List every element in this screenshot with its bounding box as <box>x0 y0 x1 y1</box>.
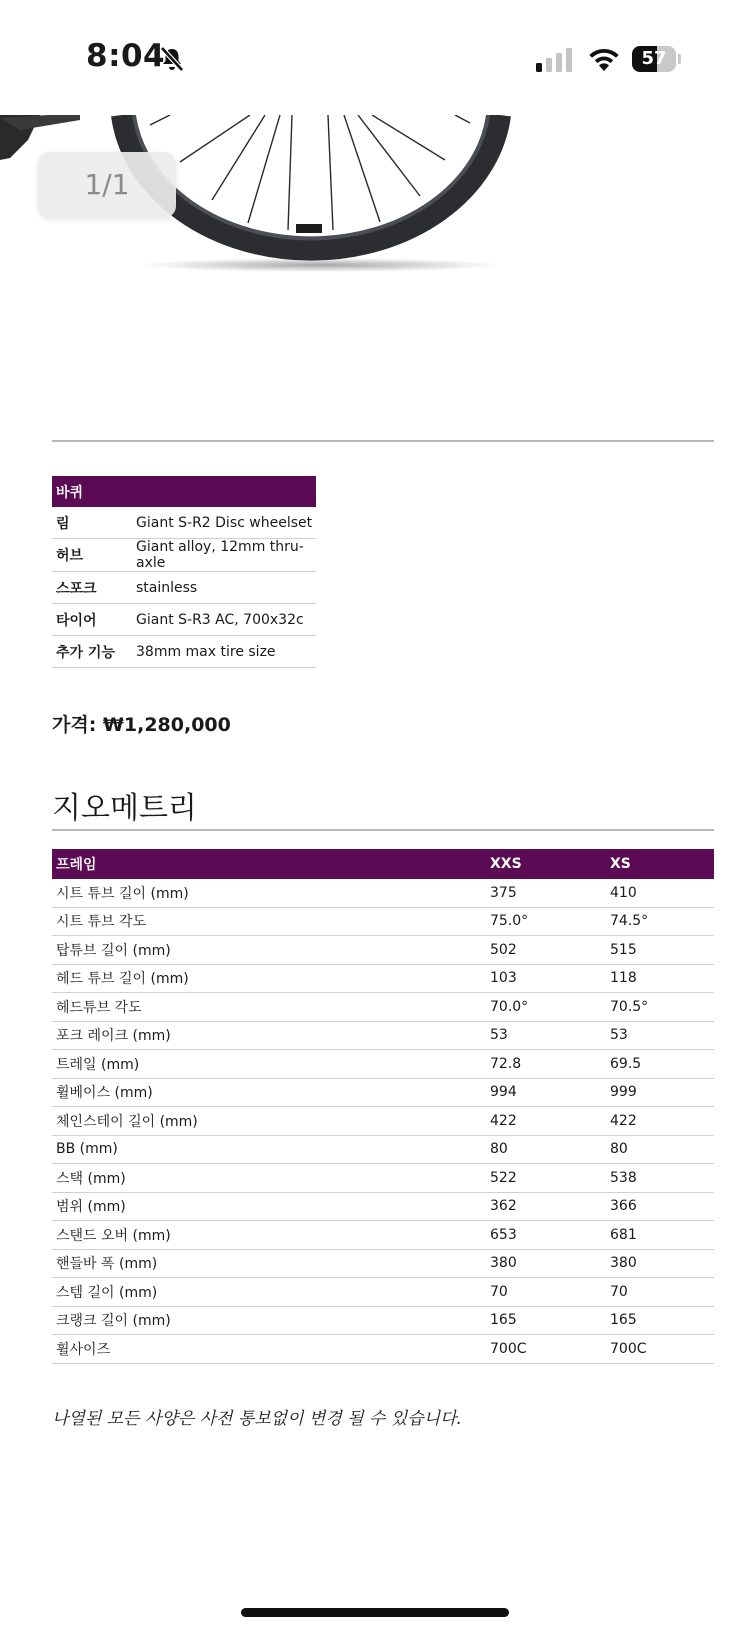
table-row <box>52 636 316 668</box>
table-row <box>52 1164 714 1193</box>
wifi-icon <box>588 47 620 75</box>
geometry-value-xs: 380 <box>606 1249 714 1278</box>
wheel-table-header: 바퀴 <box>52 476 316 507</box>
geometry-value-xs: 410 <box>606 879 714 907</box>
spec-value: stainless <box>132 572 316 604</box>
geometry-value-xxs: 375 <box>486 879 606 907</box>
table-row <box>52 936 714 965</box>
geometry-value-xs: 118 <box>606 964 714 993</box>
battery-level: 57 <box>641 48 667 69</box>
spec-label: 림 <box>52 507 132 539</box>
status-bar <box>0 0 750 115</box>
geometry-label: 스택 (mm) <box>52 1164 486 1193</box>
spec-value: 38mm max tire size <box>132 636 316 668</box>
table-row <box>52 1050 714 1079</box>
geometry-value-xs: 53 <box>606 1021 714 1050</box>
geometry-value-xxs: 522 <box>486 1164 606 1193</box>
table-row <box>52 1135 714 1164</box>
table-row <box>52 1107 714 1136</box>
geometry-label: 핸들바 폭 (mm) <box>52 1249 486 1278</box>
geometry-value-xs: 366 <box>606 1192 714 1221</box>
geometry-value-xxs: 70 <box>486 1278 606 1307</box>
table-row <box>52 572 316 604</box>
geometry-value-xs: 69.5 <box>606 1050 714 1079</box>
geometry-value-xxs: 422 <box>486 1107 606 1136</box>
battery-icon <box>632 46 680 72</box>
spec-value: Giant alloy, 12mm thru-axle <box>132 539 316 572</box>
geometry-label: 스템 길이 (mm) <box>52 1278 486 1307</box>
geometry-label: 시트 튜브 길이 (mm) <box>52 879 486 907</box>
geometry-value-xs: 538 <box>606 1164 714 1193</box>
geometry-value-xs: 80 <box>606 1135 714 1164</box>
geometry-value-xxs: 70.0° <box>486 993 606 1022</box>
geometry-label: 포크 레이크 (mm) <box>52 1021 486 1050</box>
spec-value: Giant S-R2 Disc wheelset <box>132 507 316 539</box>
geometry-value-xxs: 502 <box>486 936 606 965</box>
geometry-value-xxs: 994 <box>486 1078 606 1107</box>
table-row <box>52 1021 714 1050</box>
spec-value: Giant S-R3 AC, 700x32c <box>132 604 316 636</box>
geometry-label: 헤드 튜브 길이 (mm) <box>52 964 486 993</box>
table-row <box>52 964 714 993</box>
geometry-value-xs: 515 <box>606 936 714 965</box>
geometry-label: 휠사이즈 <box>52 1335 486 1364</box>
geometry-value-xs: 70 <box>606 1278 714 1307</box>
geometry-label: 크랭크 길이 (mm) <box>52 1306 486 1335</box>
geometry-table-body <box>52 879 714 1363</box>
geometry-value-xxs: 380 <box>486 1249 606 1278</box>
muted-bell-icon <box>160 46 184 76</box>
geometry-label: 범위 (mm) <box>52 1192 486 1221</box>
geometry-value-xs: 700C <box>606 1335 714 1364</box>
geometry-value-xxs: 75.0° <box>486 907 606 936</box>
spec-label: 추가 기능 <box>52 636 132 668</box>
spec-label: 스포크 <box>52 572 132 604</box>
spec-label: 타이어 <box>52 604 132 636</box>
spec-label: 허브 <box>52 539 132 572</box>
home-indicator[interactable] <box>241 1608 509 1617</box>
geometry-label: 시트 튜브 각도 <box>52 907 486 936</box>
geometry-divider <box>52 829 714 831</box>
table-row <box>52 1221 714 1250</box>
cellular-signal-icon <box>536 48 576 76</box>
table-row <box>52 507 316 539</box>
table-row <box>52 539 316 572</box>
geometry-value-xxs: 53 <box>486 1021 606 1050</box>
table-row <box>52 1306 714 1335</box>
table-row <box>52 604 316 636</box>
product-image[interactable] <box>0 115 750 290</box>
geometry-table <box>52 849 714 1364</box>
geometry-label: 체인스테이 길이 (mm) <box>52 1107 486 1136</box>
geometry-value-xxs: 165 <box>486 1306 606 1335</box>
geometry-value-xxs: 653 <box>486 1221 606 1250</box>
geometry-value-xs: 165 <box>606 1306 714 1335</box>
geometry-label: 휠베이스 (mm) <box>52 1078 486 1107</box>
status-time: 8:04 <box>86 38 166 74</box>
geometry-label: 헤드튜브 각도 <box>52 993 486 1022</box>
geometry-value-xxs: 103 <box>486 964 606 993</box>
wheel-spec-table <box>52 476 316 668</box>
geometry-value-xs: 999 <box>606 1078 714 1107</box>
section-divider <box>52 440 714 442</box>
geometry-value-xs: 74.5° <box>606 907 714 936</box>
geometry-value-xxs: 80 <box>486 1135 606 1164</box>
table-row <box>52 1335 714 1364</box>
geometry-value-xs: 681 <box>606 1221 714 1250</box>
image-page-counter: 1/1 <box>38 152 176 218</box>
geometry-title: 지오메트리 <box>52 791 197 826</box>
table-row <box>52 993 714 1022</box>
geometry-value-xxs: 72.8 <box>486 1050 606 1079</box>
spec-disclaimer: 나열된 모든 사양은 사전 통보없이 변경 될 수 있습니다. <box>52 1409 462 1429</box>
geometry-value-xxs: 700C <box>486 1335 606 1364</box>
geometry-value-xs: 422 <box>606 1107 714 1136</box>
geometry-label: 스탠드 오버 (mm) <box>52 1221 486 1250</box>
table-row <box>52 1192 714 1221</box>
geometry-label: 탑튜브 길이 (mm) <box>52 936 486 965</box>
table-row <box>52 1078 714 1107</box>
geometry-header-row <box>52 849 714 879</box>
table-row <box>52 1249 714 1278</box>
geometry-value-xxs: 362 <box>486 1192 606 1221</box>
geometry-label: 트레일 (mm) <box>52 1050 486 1079</box>
table-row <box>52 907 714 936</box>
column-header-xs: XS <box>606 849 714 879</box>
table-row <box>52 879 714 907</box>
column-header-frame: 프레임 <box>52 849 486 879</box>
geometry-value-xs: 70.5° <box>606 993 714 1022</box>
table-row <box>52 1278 714 1307</box>
price-label: 가격: ₩1,280,000 <box>52 714 231 736</box>
geometry-label: BB (mm) <box>52 1135 486 1164</box>
column-header-xxs: XXS <box>486 849 606 879</box>
